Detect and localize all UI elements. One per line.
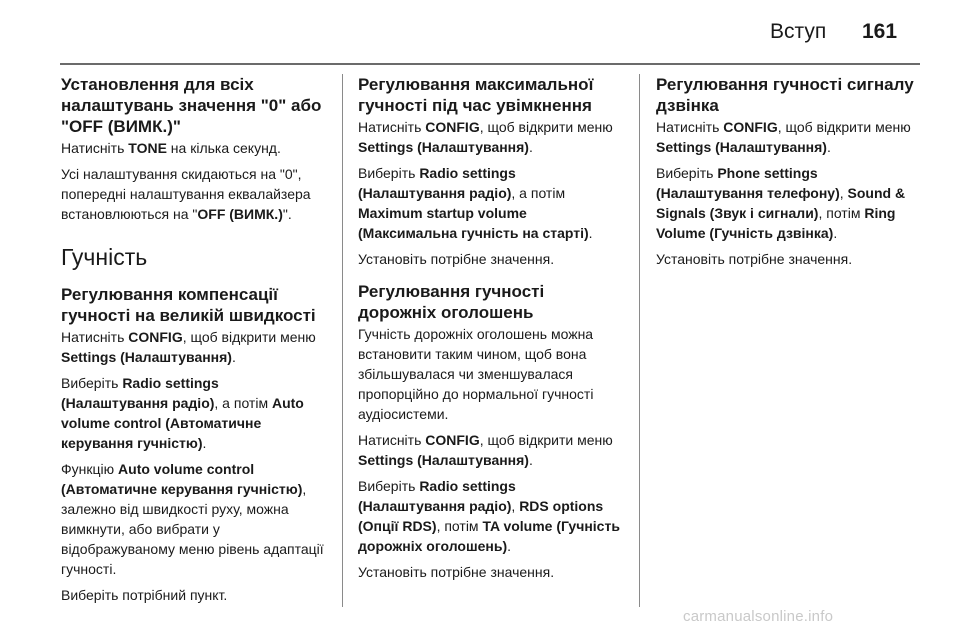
section-heading-speed-compensation: Регулювання компенсації гучності на великій швидкості (61, 285, 316, 325)
column-1 (61, 74, 329, 611)
paragraph: Функцію Auto volume control (Автоматичне керування гучністю), залежно від швидкості руху, можна вимкнути, або вибрати у відображуваному меню рівень адаптації гучності. (61, 461, 324, 577)
paragraph: Натисніть CONFIG, щоб відкрити меню Settings (Налаштування). (358, 119, 613, 155)
page-number: 161 (862, 20, 898, 43)
chapter-title-volume: Гучність (61, 244, 148, 270)
paragraph: Натисніть CONFIG, щоб відкрити меню Settings (Налаштування). (358, 432, 613, 468)
paragraph: Установіть потрібне значення. (358, 251, 555, 267)
section-heading-max-startup-volume: Регулювання максимальної гучності під час увімкнення (358, 75, 594, 115)
section-heading-ring-volume: Регулювання гучності сигналу дзвінка (656, 75, 914, 115)
paragraph: Виберіть потрібний пункт. (61, 587, 228, 603)
header-divider (60, 63, 920, 65)
paragraph: Гучність дорожніх оголошень можна встановити таким чином, щоб вона збільшувалася чи зменшувалася пропорційно до нормальної гучності аудіосистеми. (358, 326, 594, 422)
section-heading-reset-all: Установлення для всіх налаштувань значення "0" або "OFF (ВИМК.)" (61, 75, 322, 136)
header-title: Вступ (770, 20, 827, 43)
paragraph: Виберіть Radio settings (Налаштування радіо), RDS options (Опції RDS), потім TA volume (Гучність дорожніх оголошень). (358, 478, 620, 554)
paragraph: Виберіть Radio settings (Налаштування радіо), а потім Maximum startup volume (Максимальна гучність на старті). (358, 165, 593, 241)
paragraph: Установіть потрібне значення. (656, 251, 853, 267)
paragraph: Виберіть Phone settings (Налаштування телефону), Sound & Signals (Звук і сигнали), потім Ring Volume (Гучність дзвінка). (656, 165, 906, 241)
column-divider-1 (342, 74, 343, 607)
paragraph: Натисніть CONFIG, щоб відкрити меню Settings (Налаштування). (656, 119, 911, 155)
column-2 (358, 74, 626, 588)
paragraph: Усі налаштування скидаються на "0", попередні налаштування еквалайзера встановлюються на "OFF (ВИМК.)". (61, 166, 311, 222)
paragraph: Натисніть CONFIG, щоб відкрити меню Settings (Налаштування). (61, 329, 316, 365)
column-3 (656, 74, 924, 275)
paragraph: Натисніть TONE на кілька секунд. (61, 140, 281, 156)
watermark: carmanualsonline.info (683, 608, 834, 625)
paragraph: Установіть потрібне значення. (358, 564, 555, 580)
paragraph: Виберіть Radio settings (Налаштування радіо), а потім Auto volume control (Автоматичне керування гучністю). (61, 375, 304, 451)
section-heading-traffic-announcement-volume: Регулювання гучності дорожніх оголошень (358, 282, 545, 322)
column-divider-2 (639, 74, 640, 607)
